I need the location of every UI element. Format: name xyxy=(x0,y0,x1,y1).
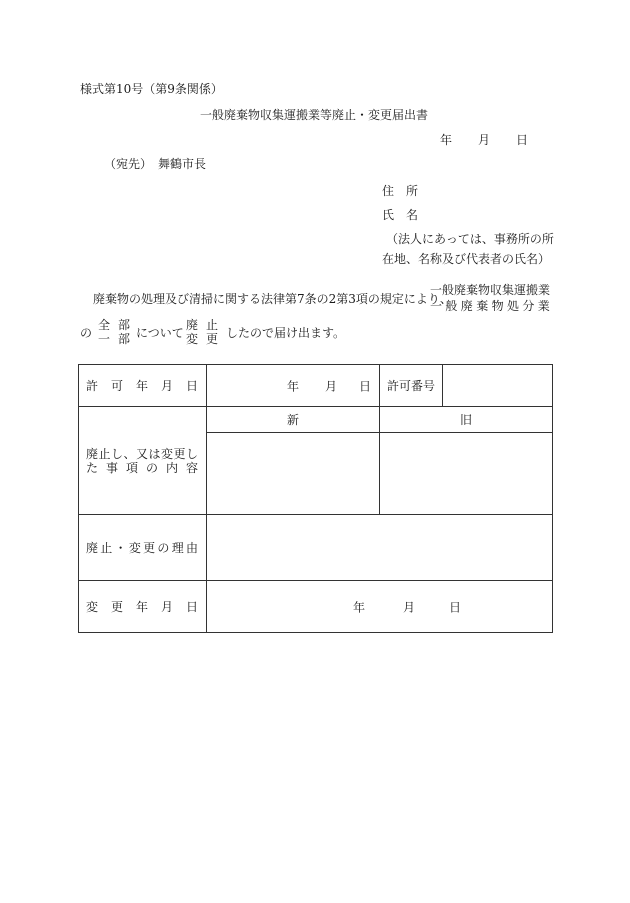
statement-ending: したので届け出ます。 xyxy=(226,326,346,340)
permit-date-year: 年 xyxy=(287,379,300,393)
sender-note-line1: （法人にあっては、事務所の所 xyxy=(386,232,554,246)
action-change: 変更 xyxy=(186,332,227,346)
change-date-field[interactable] xyxy=(207,581,553,633)
old-header: 旧 xyxy=(380,407,553,433)
change-date-label: 変更年月日 xyxy=(79,581,207,633)
sender-note-line2: 在地、名称及び代表者の氏名） xyxy=(382,252,551,266)
form-id: 様式第10号（第9条関係） xyxy=(80,82,223,96)
permit-number-field[interactable] xyxy=(443,365,553,407)
permit-date-day: 日 xyxy=(359,379,372,393)
change-date-year: 年 xyxy=(353,600,366,614)
business-type-disposal: 一般廃棄物処分業 xyxy=(430,299,554,313)
permit-date-month: 月 xyxy=(325,379,338,393)
document-title: 一般廃棄物収集運搬業等廃止・変更届出書 xyxy=(200,108,429,122)
date-month: 月 xyxy=(478,133,491,147)
new-header: 新 xyxy=(207,407,380,433)
statement-text: 廃棄物の処理及び清掃に関する法律第7条の2第3項の規定により、 xyxy=(93,292,452,306)
change-date-month: 月 xyxy=(403,600,416,614)
action-abolish: 廃止 xyxy=(186,318,227,332)
action-choice xyxy=(186,318,226,346)
scope-full: 全部 xyxy=(98,318,139,332)
permit-date-field[interactable] xyxy=(207,365,380,407)
details-new-field[interactable] xyxy=(207,433,380,515)
reason-label: 廃止・変更の理由 xyxy=(79,515,207,581)
date-day: 日 xyxy=(516,133,529,147)
scope-part: 一部 xyxy=(98,332,139,346)
details-label: 廃止し、又は変更し た事項の内容 xyxy=(79,407,207,515)
sender-address-label: 住 所 xyxy=(382,184,419,198)
addressee: （宛先） 舞鶴市長 xyxy=(104,157,207,171)
business-type-collection: 一般廃棄物収集運搬業 xyxy=(430,283,551,297)
statement-about: について xyxy=(136,326,184,340)
permit-number-label: 許可番号 xyxy=(380,365,443,407)
statement-no: の xyxy=(80,326,93,340)
submission-date xyxy=(440,133,528,147)
change-date-day: 日 xyxy=(449,600,462,614)
scope-choice xyxy=(98,318,138,346)
date-year: 年 xyxy=(440,133,453,147)
details-old-field[interactable] xyxy=(380,433,553,515)
notification-table xyxy=(78,364,553,633)
reason-field[interactable] xyxy=(207,515,553,581)
permit-date-label: 許可年月日 xyxy=(79,365,207,407)
sender-name-label: 氏 名 xyxy=(382,208,419,222)
